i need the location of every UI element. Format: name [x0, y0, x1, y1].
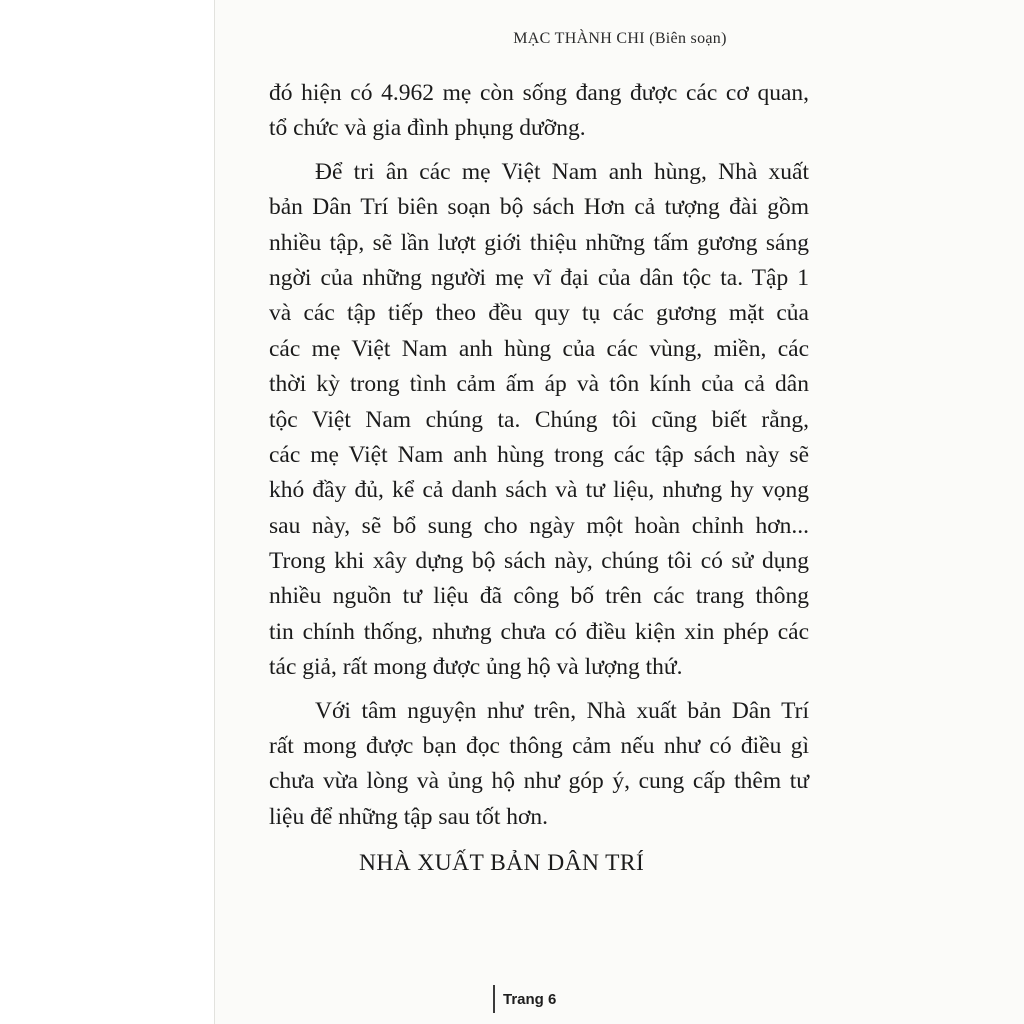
footer-rule [493, 985, 495, 1013]
text-line: tác giả, rất mong được ủng hộ và lượng thứ. [269, 654, 683, 681]
text-line: Để tri ân các mẹ Việt Nam anh hùng, Nhà xuất [315, 158, 809, 185]
paragraph-gap [269, 835, 809, 843]
text-line: chưa vừa lòng và ủng hộ như góp ý, cung cấp thêm tư [269, 768, 809, 795]
text-line: tổ chức và gia đình phụng dưỡng. [269, 115, 586, 142]
text-line: ngời của những người mẹ vĩ đại của dân tộc ta. Tập 1 [269, 264, 809, 291]
paragraph-gap [269, 686, 809, 694]
text-line: liệu để những tập sau tốt hơn. [269, 803, 549, 830]
text-line: và các tập tiếp theo đều quy tụ các gương mặt của [269, 300, 809, 327]
book-page [214, 0, 1024, 1024]
text-line: thời kỳ trong tình cảm ấm áp và tôn kính của cả dân [269, 371, 809, 398]
text-line: nhiều nguồn tư liệu đã công bố trên các trang thông [269, 583, 809, 610]
text-line: Với tâm nguyện như trên, Nhà xuất bản Dân Trí [315, 697, 809, 724]
text-line: nhiều tập, sẽ lần lượt giới thiệu những tấm gương sáng [269, 229, 809, 256]
text-line: Trong khi xây dựng bộ sách này, chúng tôi có sử dụng [269, 548, 809, 575]
text-line: tin chính thống, nhưng chưa có điều kiện xin phép các [269, 618, 809, 645]
text-line: rất mong được bạn đọc thông cảm nếu như có điều gì [269, 733, 809, 760]
text-line: tộc Việt Nam chúng ta. Chúng tôi cũng biết rằng, [269, 406, 809, 433]
running-header: MẠC THÀNH CHI (Biên soạn) [513, 30, 727, 47]
paragraph-gap [269, 147, 809, 155]
body-text [269, 76, 809, 883]
page-number: Trang 6 [503, 990, 557, 1008]
page-footer [493, 984, 556, 1014]
text-line: sau này, sẽ bổ sung cho ngày một hoàn chỉnh hơn... [269, 512, 809, 539]
text-line: các mẹ Việt Nam anh hùng trong các tập sách này sẽ [269, 441, 809, 468]
text-line: đó hiện có 4.962 mẹ còn sống đang được các cơ quan, [269, 80, 809, 106]
publisher-signature: NHÀ XUẤT BẢN DÂN TRÍ [359, 850, 645, 877]
text-line: bản Dân Trí biên soạn bộ sách Hơn cả tượng đài gồm [269, 194, 809, 221]
text-line: khó đầy đủ, kể cả danh sách và tư liệu, nhưng hy vọng [269, 477, 809, 504]
text-line: các mẹ Việt Nam anh hùng của các vùng, miền, các [269, 335, 809, 362]
